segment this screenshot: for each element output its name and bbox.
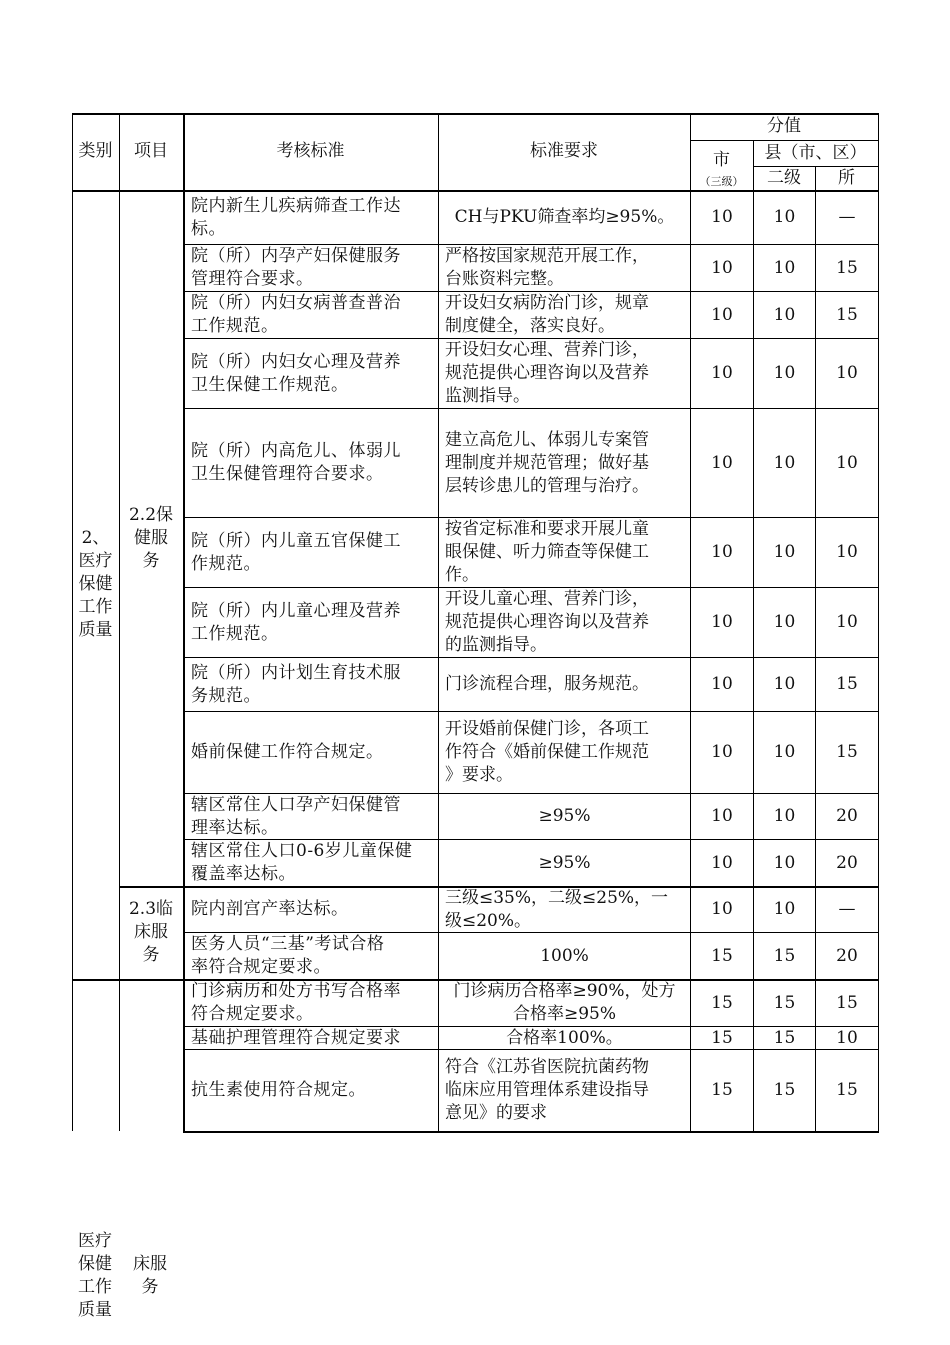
row-1-requirement: 严格按国家规范开展工作， 台账资料完整。: [445, 246, 649, 289]
row-7-requirement: 门诊流程合理，服务规范。: [445, 674, 649, 694]
header-category: 类别: [78, 141, 113, 161]
grid-line: [878, 190, 879, 1132]
row-11-score-second-level: 10: [773, 899, 796, 919]
row-5-score-second-level: 10: [773, 542, 796, 562]
header-second-level: 二级: [767, 167, 801, 188]
row-4-requirement: 建立高危儿、体弱儿专案管 理制度并规范管理；做好基 层转诊患儿的管理与治疗。: [445, 429, 649, 496]
row-2-standard: 院（所）内妇女病普查普治 工作规范。: [191, 293, 401, 336]
row-0-score-city: 10: [711, 207, 733, 227]
row-6-score-city: 10: [711, 612, 733, 632]
row-1-score-city: 10: [711, 257, 733, 278]
table-bottom-border: [183, 1131, 879, 1133]
row-2-requirement: 开设妇女病防治门诊，规章 制度健全，落实良好。: [445, 293, 649, 336]
row-11-standard: 院内剖宫产率达标。: [191, 899, 349, 919]
header-item: 项目: [134, 141, 168, 161]
row-14-requirement: 合格率100%。: [506, 1027, 623, 1048]
section-divider: [72, 979, 183, 981]
header-city: 市: [713, 150, 730, 170]
row-9-requirement: ≥95%: [538, 806, 591, 826]
row-5-score-city: 10: [711, 542, 733, 562]
header-city-note: （三级）: [699, 174, 744, 188]
row-9-standard: 辖区常住人口孕产妇保健管 理率达标。: [191, 794, 401, 838]
row-7-score-institute: 15: [836, 674, 858, 694]
row-12-score-second-level: 15: [773, 945, 796, 966]
header-institute: 所: [838, 167, 855, 188]
row-9-score-institute: 20: [836, 806, 858, 826]
row-3-score-institute: 10: [836, 363, 858, 383]
row-8-score-second-level: 10: [773, 742, 796, 762]
row-3-standard: 院（所）内妇女心理及营养 卫生保健工作规范。: [191, 351, 401, 395]
row-1-score-second-level: 10: [773, 257, 796, 278]
row-12-score-institute: 20: [836, 945, 858, 966]
item-2-3-clinical-service: 2.3临 床服 务: [128, 899, 174, 965]
item-2-2-health-service: 2.2保 健服 务: [128, 504, 174, 571]
row-3-score-second-level: 10: [773, 363, 796, 383]
row-8-requirement: 开设婚前保健门诊，各项工 作符合《婚前保健工作规范 》要求。: [445, 719, 649, 785]
row-2-score-institute: 15: [836, 304, 858, 325]
overflow-item-text: 床服 务: [133, 1254, 167, 1297]
row-10-score-city: 10: [711, 852, 733, 873]
row-7-standard: 院（所）内计划生育技术服 务规范。: [191, 662, 401, 706]
row-14-score-second-level: 15: [773, 1027, 796, 1048]
row-15-score-second-level: 15: [773, 1080, 796, 1100]
row-4-score-second-level: 10: [773, 452, 796, 473]
row-4-score-institute: 10: [836, 452, 858, 473]
row-4-standard: 院（所）内高危儿、体弱儿 卫生保健管理符合要求。: [191, 441, 401, 484]
row-13-score-institute: 15: [836, 992, 858, 1013]
row-2-score-city: 10: [711, 304, 733, 325]
category-medical-care-quality: 2、 医疗 保健 工作 质量: [78, 528, 113, 640]
row-6-standard: 院（所）内儿童心理及营养 工作规范。: [191, 600, 401, 644]
row-8-score-institute: 15: [836, 742, 858, 762]
row-10-score-institute: 20: [836, 852, 858, 873]
row-11-requirement: 三级≤35%，二级≤25%，一 级≤20%。: [445, 887, 669, 931]
row-15-requirement: 符合《江苏省医院抗菌药物 临床应用管理体系建设指导 意见》的要求: [445, 1057, 649, 1123]
row-5-standard: 院（所）内儿童五官保健工 作规范。: [191, 530, 401, 574]
row-10-score-second-level: 10: [773, 852, 796, 873]
header-standard: 考核标准: [276, 141, 345, 161]
row-13-score-second-level: 15: [773, 992, 796, 1013]
header-county-group: 县（市、区）: [764, 142, 867, 163]
row-6-requirement: 开设儿童心理、营养门诊， 规范提供心理咨询以及营养 的监测指导。: [445, 589, 649, 655]
row-5-score-institute: 10: [836, 542, 858, 562]
row-12-score-city: 15: [711, 945, 733, 966]
row-14-score-city: 15: [711, 1027, 733, 1048]
row-11-score-city: 10: [711, 899, 733, 919]
row-7-score-second-level: 10: [773, 674, 796, 694]
row-1-score-institute: 15: [836, 257, 858, 278]
row-8-score-city: 10: [711, 742, 733, 762]
row-13-score-city: 15: [711, 992, 733, 1013]
row-0-score-second-level: 10: [773, 207, 796, 227]
row-0-score-institute: —: [838, 207, 856, 227]
overflow-category-text: 医疗 保健 工作 质量: [78, 1231, 112, 1320]
row-2-score-second-level: 10: [773, 304, 796, 325]
grid-line: [878, 113, 879, 192]
row-6-score-institute: 10: [836, 612, 858, 632]
row-15-standard: 抗生素使用符合规定。: [191, 1080, 366, 1100]
row-15-score-city: 15: [711, 1080, 733, 1100]
row-13-standard: 门诊病历和处方书写合格率 符合规定要求。: [191, 981, 401, 1024]
row-0-requirement: CH与PKU筛查率均≥95%。: [454, 207, 675, 227]
row-14-score-institute: 10: [836, 1027, 858, 1048]
row-9-score-city: 10: [711, 806, 733, 826]
row-10-standard: 辖区常住人口0-6岁儿童保健 覆盖率达标。: [191, 841, 413, 884]
grid-line: [72, 981, 73, 1131]
row-14-standard: 基础护理管理符合规定要求: [191, 1027, 401, 1048]
row-10-requirement: ≥95%: [538, 852, 591, 873]
row-1-standard: 院（所）内孕产妇保健服务 管理符合要求。: [191, 246, 401, 289]
row-7-score-city: 10: [711, 674, 733, 694]
row-3-score-city: 10: [711, 363, 733, 383]
row-4-score-city: 10: [711, 452, 733, 473]
row-12-requirement: 100%: [540, 945, 589, 966]
row-8-standard: 婚前保健工作符合规定。: [191, 742, 384, 762]
row-15-score-institute: 15: [836, 1080, 858, 1100]
header-requirement: 标准要求: [530, 141, 598, 161]
row-12-standard: 医务人员“三基”考试合格 率符合规定要求。: [191, 934, 385, 977]
row-11-score-institute: —: [838, 899, 856, 919]
row-5-requirement: 按省定标准和要求开展儿童 眼保健、听力筛查等保健工 作。: [445, 519, 649, 585]
row-6-score-second-level: 10: [773, 612, 796, 632]
grid-line: [119, 981, 120, 1131]
row-3-requirement: 开设妇女心理、营养门诊， 规范提供心理咨询以及营养 监测指导。: [445, 340, 649, 406]
header-score-group: 分值: [767, 116, 801, 136]
row-0-standard: 院内新生儿疾病筛查工作达 标。: [191, 195, 401, 239]
row-13-requirement: 门诊病历合格率≥90%，处方 合格率≥95%: [453, 981, 676, 1024]
row-9-score-second-level: 10: [773, 806, 796, 826]
